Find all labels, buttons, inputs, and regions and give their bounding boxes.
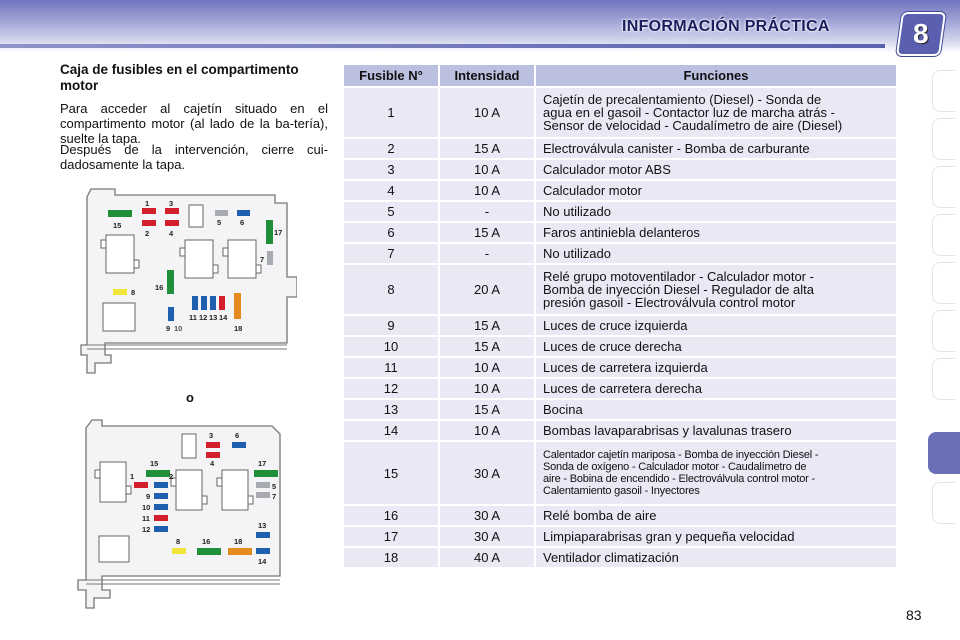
functions-cell xyxy=(536,88,898,137)
functions-cell xyxy=(536,202,898,221)
fuse-label: 16 xyxy=(202,537,211,546)
function-line: Sensor de velocidad - Caudalímetro de aire (Diesel) xyxy=(543,118,843,133)
fuse-label: 5 xyxy=(272,482,277,491)
table-row xyxy=(344,506,898,525)
fuse-label: 16 xyxy=(155,283,164,292)
chapter-tab-active[interactable] xyxy=(928,432,960,474)
table-row xyxy=(344,244,898,263)
functions-cell xyxy=(536,379,898,398)
fuse-number-cell: 18 xyxy=(344,548,440,567)
fuse-label: 11 xyxy=(189,313,197,322)
fuse-label: 9 xyxy=(166,324,171,333)
table-row xyxy=(344,316,898,335)
functions-cell xyxy=(536,442,898,504)
function-line: Electroválvula canister - Bomba de carburante xyxy=(543,141,810,156)
amperage-cell: - xyxy=(440,244,536,263)
fuse-label: 7 xyxy=(272,492,277,501)
chapter-tab[interactable] xyxy=(932,310,955,352)
function-line: Calculador motor xyxy=(543,183,642,198)
amperage-cell: 10 A xyxy=(440,421,536,440)
fuse-number-cell: 7 xyxy=(344,244,440,263)
fuse-number-cell: 12 xyxy=(344,379,440,398)
function-line: Cajetín de precalentamiento (Diesel) - Sonda de xyxy=(543,92,822,107)
chapter-badge xyxy=(896,12,946,56)
fuse-label: 2 xyxy=(145,229,150,238)
function-line: Relé bomba de aire xyxy=(543,508,657,523)
fuse-number-cell: 8 xyxy=(344,265,440,314)
fuse-label: 12 xyxy=(142,525,151,534)
chapter-tab[interactable] xyxy=(932,166,955,208)
table-row xyxy=(344,527,898,546)
functions-cell xyxy=(536,160,898,179)
chapter-tab[interactable] xyxy=(932,262,955,304)
fuse-number-cell: 15 xyxy=(344,442,440,504)
table-row xyxy=(344,223,898,242)
function-line: aire - Bobina de encendido - Electroválvula control motor - xyxy=(543,473,815,485)
fuse-label: 5 xyxy=(217,218,222,227)
instruction-paragraph-1: Para acceder al cajetín situado en el compartimento motor (al lado de la ba-tería), suelte la tapa. xyxy=(60,101,328,146)
amperage-cell: 30 A xyxy=(440,506,536,525)
fuse-label: 15 xyxy=(113,221,122,230)
function-line: Relé grupo motoventilador - Calculador motor - xyxy=(543,269,814,284)
fuse-number-cell: 14 xyxy=(344,421,440,440)
function-line: Ventilador climatización xyxy=(543,550,679,565)
fuse-label: 6 xyxy=(235,431,240,440)
fuse-label: 8 xyxy=(176,537,181,546)
function-line: Faros antiniebla delanteros xyxy=(543,225,700,240)
functions-cell xyxy=(536,265,898,314)
column-header-amperage: Intensidad xyxy=(440,65,536,86)
fuse-label: 13 xyxy=(258,521,267,530)
table-row xyxy=(344,139,898,158)
functions-cell xyxy=(536,223,898,242)
table-row xyxy=(344,379,898,398)
table-row xyxy=(344,202,898,221)
functions-cell xyxy=(536,139,898,158)
fuse-number-cell: 5 xyxy=(344,202,440,221)
fuse-label: 14 xyxy=(258,557,267,566)
amperage-cell: 20 A xyxy=(440,265,536,314)
amperage-cell: 15 A xyxy=(440,400,536,419)
fuse-box-diagram-1 xyxy=(75,185,297,380)
function-line: Calentamiento gasoil - Inyectores xyxy=(543,485,700,497)
table-row xyxy=(344,548,898,567)
fuse-label: 10 xyxy=(142,503,151,512)
fuse-label: 15 xyxy=(150,459,159,468)
page-title: INFORMACIÓN PRÁCTICA xyxy=(622,18,830,35)
function-line: Sonda de oxígeno - Calculador motor - Caudalímetro de xyxy=(543,461,807,473)
functions-cell xyxy=(536,506,898,525)
functions-cell xyxy=(536,548,898,567)
amperage-cell: - xyxy=(440,202,536,221)
fuse-label: 9 xyxy=(146,492,151,501)
amperage-cell: 40 A xyxy=(440,548,536,567)
function-line: Calentador cajetín mariposa - Bomba de inyección Diesel - xyxy=(543,449,819,461)
fuse-number-cell: 16 xyxy=(344,506,440,525)
fuse-number-cell: 3 xyxy=(344,160,440,179)
chapter-tab[interactable] xyxy=(932,118,955,160)
table-row xyxy=(344,160,898,179)
page-number: 83 xyxy=(906,607,922,623)
fuse-label: 3 xyxy=(209,431,214,440)
fuse-number-cell: 13 xyxy=(344,400,440,419)
functions-cell xyxy=(536,400,898,419)
fuse-number-cell: 2 xyxy=(344,139,440,158)
function-line: No utilizado xyxy=(543,204,611,219)
header-line xyxy=(0,44,885,48)
table-row xyxy=(344,181,898,200)
fuse-label: 18 xyxy=(234,537,243,546)
amperage-cell: 10 A xyxy=(440,181,536,200)
separator-text: o xyxy=(186,390,194,405)
functions-cell xyxy=(536,181,898,200)
instruction-paragraph-2: Después de la intervención, cierre cui-dadosamente la tapa. xyxy=(60,142,328,172)
amperage-cell: 30 A xyxy=(440,442,536,504)
section-title: Caja de fusibles en el compartimento motor xyxy=(60,62,299,93)
amperage-cell: 30 A xyxy=(440,527,536,546)
function-line: Bomba de inyección Diesel - Regulador de alta xyxy=(543,282,814,297)
amperage-cell: 10 A xyxy=(440,358,536,377)
fuse-number-cell: 4 xyxy=(344,181,440,200)
amperage-cell: 10 A xyxy=(440,88,536,137)
fuse-label: 14 xyxy=(219,313,228,322)
functions-cell xyxy=(536,527,898,546)
fuse-number-cell: 11 xyxy=(344,358,440,377)
functions-cell xyxy=(536,244,898,263)
fuse-label: 13 xyxy=(209,313,218,322)
fuse-label: 11 xyxy=(142,514,150,523)
column-header-functions: Funciones xyxy=(536,65,898,86)
fuse-number-cell: 17 xyxy=(344,527,440,546)
amperage-cell: 15 A xyxy=(440,316,536,335)
functions-cell xyxy=(536,358,898,377)
table-header-row xyxy=(344,65,898,86)
fuse-number-cell: 9 xyxy=(344,316,440,335)
fuse-label: 6 xyxy=(240,218,245,227)
table-row xyxy=(344,442,898,504)
table-row xyxy=(344,358,898,377)
fuse-table xyxy=(344,63,898,569)
fuse-box-diagram-2 xyxy=(72,418,286,613)
table-row xyxy=(344,88,898,137)
chapter-number: 8 xyxy=(913,18,929,49)
amperage-cell: 15 A xyxy=(440,139,536,158)
fuse-label: 17 xyxy=(274,228,283,237)
function-line: agua en el gasoil - Contactor luz de marcha atrás - xyxy=(543,105,835,120)
function-line: Limpiaparabrisas gran y pequeña velocidad xyxy=(543,529,795,544)
fuse-label: 4 xyxy=(210,459,215,468)
fuse-label: 17 xyxy=(258,459,267,468)
fuse-label: 8 xyxy=(131,288,136,297)
functions-cell xyxy=(536,421,898,440)
amperage-cell: 15 A xyxy=(440,223,536,242)
fuse-label: 3 xyxy=(169,199,174,208)
fuse-label: 2 xyxy=(169,472,174,481)
amperage-cell: 15 A xyxy=(440,337,536,356)
functions-cell xyxy=(536,316,898,335)
fuse-label: 7 xyxy=(260,255,265,264)
fuse-number-cell: 6 xyxy=(344,223,440,242)
table-row xyxy=(344,337,898,356)
function-line: Calculador motor ABS xyxy=(543,162,671,177)
fuse-label: 4 xyxy=(169,229,174,238)
function-line: Luces de carretera derecha xyxy=(543,381,702,396)
chapter-tab[interactable] xyxy=(932,482,955,524)
fuse-table-body xyxy=(344,88,898,567)
table-row xyxy=(344,400,898,419)
column-header-fuse-number: Fusible N° xyxy=(344,65,440,86)
fuse-label: 1 xyxy=(145,199,150,208)
table-row xyxy=(344,421,898,440)
chapter-tab[interactable] xyxy=(932,70,955,112)
fuse-number-cell: 1 xyxy=(344,88,440,137)
chapter-tab[interactable] xyxy=(932,358,955,400)
fuse-label: 12 xyxy=(199,313,208,322)
function-line: Luces de carretera izquierda xyxy=(543,360,708,375)
fuse-label: 18 xyxy=(234,324,243,333)
function-line: Luces de cruce derecha xyxy=(543,339,682,354)
function-line: No utilizado xyxy=(543,246,611,261)
chapter-tab[interactable] xyxy=(932,214,955,256)
fuse-number-cell: 10 xyxy=(344,337,440,356)
amperage-cell: 10 A xyxy=(440,160,536,179)
function-line: Bocina xyxy=(543,402,583,417)
function-line: presión gasoil - Electroválvula control motor xyxy=(543,295,796,310)
table-row xyxy=(344,265,898,314)
function-line: Bombas lavaparabrisas y lavalunas trasero xyxy=(543,423,792,438)
fuse-label: 10 xyxy=(174,324,183,333)
fuse-label: 1 xyxy=(130,472,135,481)
function-line: Luces de cruce izquierda xyxy=(543,318,688,333)
functions-cell xyxy=(536,337,898,356)
amperage-cell: 10 A xyxy=(440,379,536,398)
chapter-tabs xyxy=(928,70,960,570)
